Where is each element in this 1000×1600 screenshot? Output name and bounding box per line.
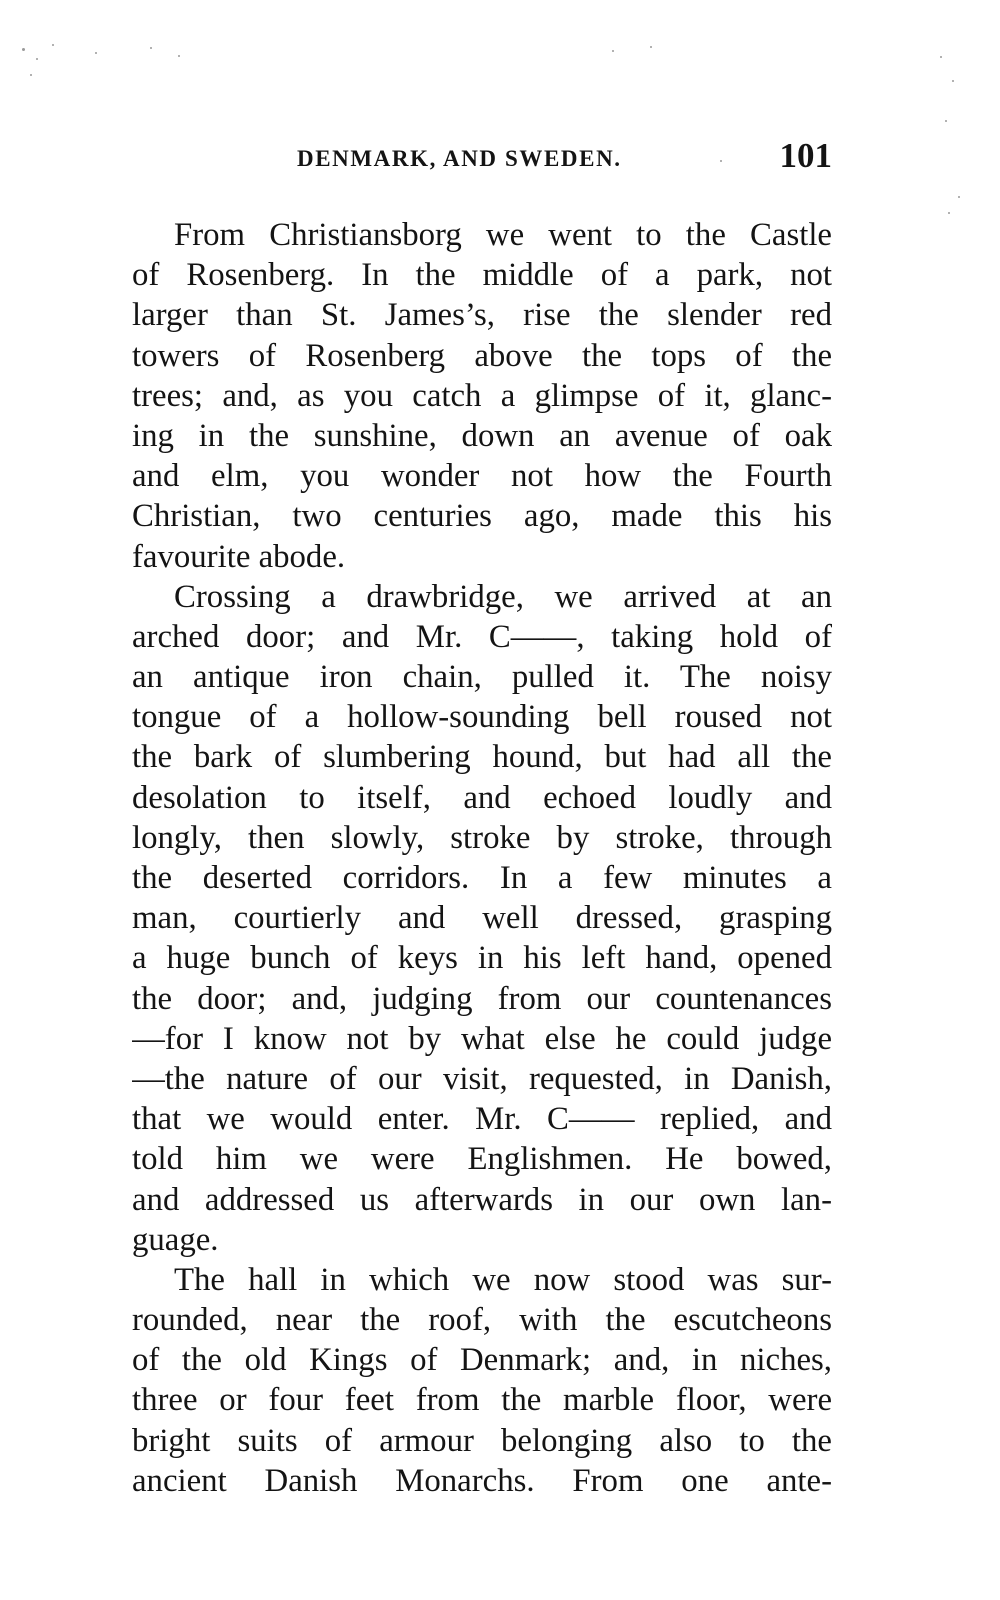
body-text (132, 215, 832, 1501)
text-line: and elm, you wonder not how the Fourth (132, 458, 832, 495)
text-line: guage. (132, 1221, 219, 1258)
text-line: man, courtierly and well dressed, grasping (132, 900, 832, 937)
text-line: larger than St. James’s, rise the slender red (132, 297, 832, 334)
text-line: ing in the sunshine, down an avenue of oak (132, 417, 832, 454)
text-line: The hall in which we now stood was sur- (174, 1261, 832, 1298)
text-line: favourite abode. (132, 538, 346, 575)
page-number: 101 (779, 136, 832, 175)
text-line: Crossing a drawbridge, we arrived at an (174, 578, 832, 615)
text-line: the deserted corridors. In a few minutes a (132, 860, 832, 896)
text-line: the bark of slumbering hound, but had all the (132, 739, 832, 776)
text-line: desolation to itself, and echoed loudly and (132, 779, 832, 816)
text-line: three or four feet from the marble floor, were (132, 1382, 832, 1419)
text-line: bright suits of armour belonging also to the (132, 1422, 832, 1459)
text-line: an antique iron chain, pulled it. The noisy (132, 659, 832, 696)
text-line: arched door; and Mr. C——, taking hold of (132, 618, 832, 655)
page-header (132, 136, 832, 182)
text-line: of the old Kings of Denmark; and, in niches, (132, 1342, 832, 1379)
text-line: rounded, near the roof, with the escutcheons (132, 1302, 832, 1339)
text-line: trees; and, as you catch a glimpse of it, glanc- (132, 377, 832, 414)
running-title: DENMARK, AND SWEDEN. (297, 146, 622, 171)
text-line: and addressed us afterwards in our own lan- (132, 1181, 832, 1218)
text-line: —for I know not by what else he could judge (132, 1020, 832, 1057)
text-line: Christian, two centuries ago, made this his (132, 498, 832, 535)
text-line: of Rosenberg. In the middle of a park, not (132, 257, 832, 294)
text-line: From Christiansborg we went to the Castle (174, 217, 832, 253)
text-line: longly, then slowly, stroke by stroke, through (132, 819, 832, 856)
text-line: ancient Danish Monarchs. From one ante- (132, 1462, 832, 1499)
text-line: —the nature of our visit, requested, in Danish, (132, 1060, 832, 1097)
text-line: told him we were Englishmen. He bowed, (132, 1141, 832, 1178)
text-line: that we would enter. Mr. C—— replied, and (132, 1101, 832, 1138)
text-line: tongue of a hollow-sounding bell roused not (132, 699, 832, 736)
text-line: a huge bunch of keys in his left hand, opened (132, 940, 832, 977)
text-line: the door; and, judging from our countenances (132, 980, 832, 1017)
text-line: towers of Rosenberg above the tops of the (132, 337, 832, 374)
